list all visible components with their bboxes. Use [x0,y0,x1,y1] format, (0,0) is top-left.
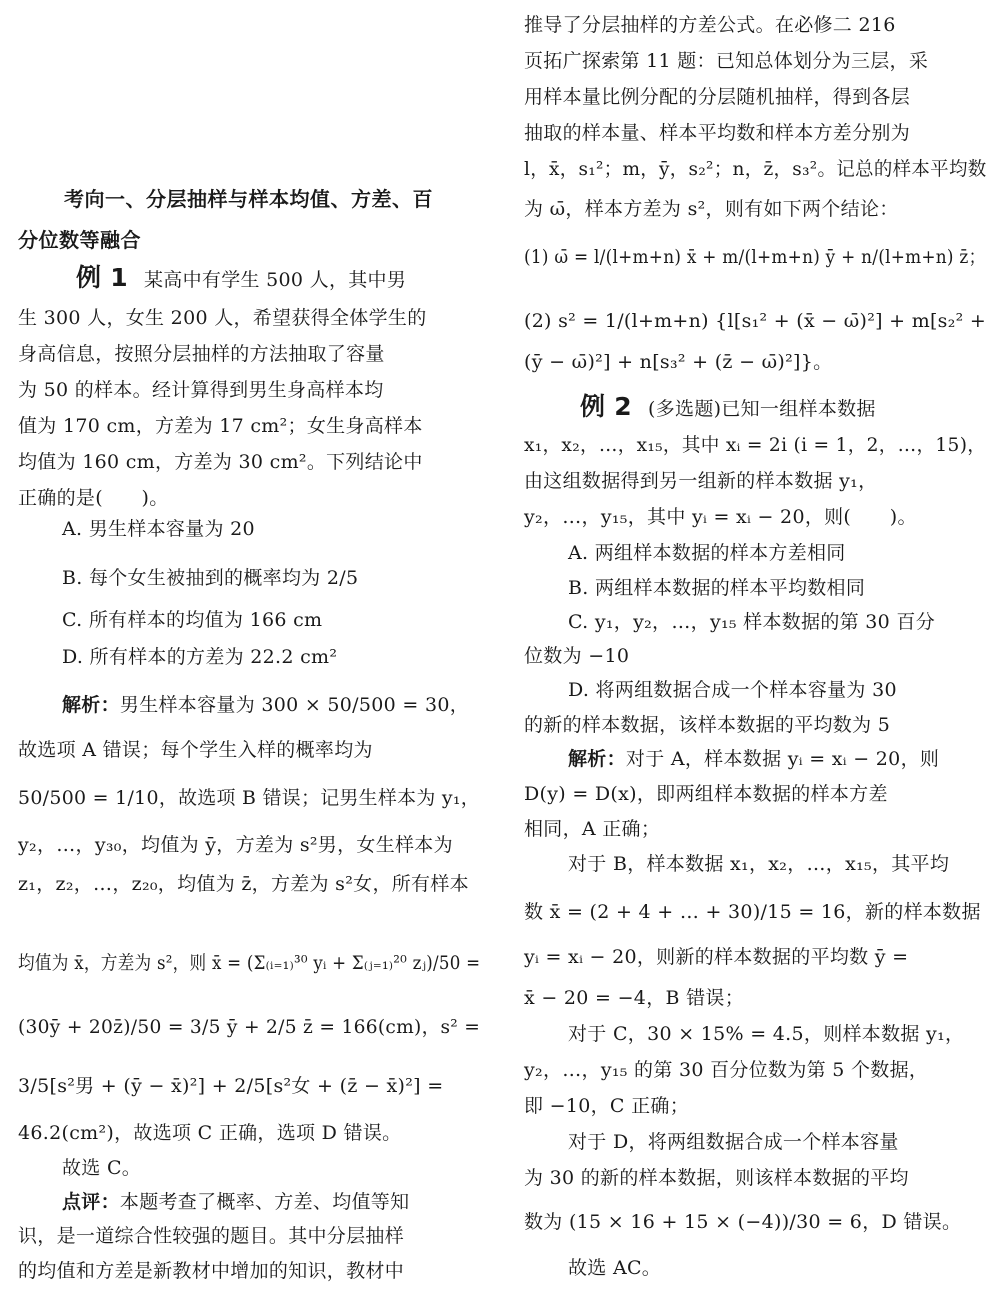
section-heading-line2: 分位数等融合 [18,228,141,252]
answer-line: 故选 C。 [62,1157,142,1179]
option-c: C. y₁，y₂，…，y₁₅ 样本数据的第 30 百分 [568,611,936,633]
text-line: 生 300 人，女生 200 人，希望获得全体学生的 [18,307,427,329]
analysis-first-line [568,746,939,772]
example2-label: 例 2 [580,392,632,421]
text-line: 身高信息，按照分层抽样的方法抽取了容量 [18,343,385,365]
text-line: 推导了分层抽样的方差公式。在必修二 216 [524,14,896,36]
answer-line: 故选 AC。 [568,1257,662,1279]
text-line: 46.2(cm²)，故选项 C 正确，选项 D 错误。 [18,1122,402,1144]
section-heading-line1: 考向一、分层抽样与样本均值、方差、百 [64,187,433,211]
text-line: 对于 D，将两组数据合成一个样本容量 [568,1131,899,1153]
analysis-text: 对于 A，样本数据 yᵢ = xᵢ − 20，则 [625,748,940,770]
text-line: 为 ω̄，样本方差为 s²，则有如下两个结论： [524,198,899,220]
text-line: 故选项 A 错误；每个学生入样的概率均为 [18,739,373,761]
formula-line: (2) s² = 1/(l+m+n) {l[s₁² + (x̄ − ω̄)²] + m[s₂² + [524,310,987,332]
option-d-cont: 的新的样本数据，该样本数据的平均数为 5 [524,714,891,736]
text-line: 由这组数据得到另一组新的样本数据 y₁， [524,470,878,492]
text-line: 识，是一道综合性较强的题目。其中分层抽样 [18,1225,405,1247]
text-line: 相同，A 正确； [524,818,661,840]
text-line: y₂，…，y₃₀，均值为 ȳ，方差为 s²男，女生样本为 [18,834,453,856]
formula-line: 3/5[s²男 + (ȳ − x̄)²] + 2/5[s²女 + (z̄ − x̄)²] = [18,1075,444,1097]
text-line: 对于 C，30 × 15% = 4.5，则样本数据 y₁， [568,1023,965,1045]
example2-first-line [580,394,876,422]
analysis-text: 男生样本容量为 300 × 50/500 = 30， [119,694,470,716]
text-line: y₂，…，y₁₅ 的第 30 百分位数为第 5 个数据， [524,1059,929,1081]
text-line: 50/500 = 1/10，故选项 B 错误；记男生样本为 y₁， [18,787,480,809]
formula-line: (1) ω̄ = l/(l+m+n) x̄ + m/(l+m+n) ȳ + n/(l+m+n) z̄； [524,246,986,268]
example2-text: (多选题)已知一组样本数据 [648,398,876,420]
text-line: 即 −10，C 正确； [524,1095,690,1117]
example1-label: 例 1 [76,263,128,292]
example1-text: 某高中有学生 500 人，其中男 [144,269,407,291]
text-line: 页拓广探索第 11 题：已知总体划分为三层，采 [524,50,929,72]
formula-line: 数为 (15 × 16 + 15 × (−4))/30 = 6，D 错误。 [524,1211,962,1233]
text-line: 的均值和方差是新教材中增加的知识，教材中 [18,1260,405,1282]
formula-line: (30ȳ + 20z̄)/50 = 3/5 ȳ + 2/5 z̄ = 166(cm)，s² = [18,1016,481,1038]
option-c: C. 所有样本的均值为 166 cm [62,609,323,631]
text-line: l，x̄，s₁²；m，ȳ，s₂²；n，z̄，s₃²。记总的样本平均数 [524,158,987,180]
text-line: x̄ − 20 = −4，B 错误； [524,987,745,1009]
text-line: 用样本量比例分配的分层随机抽样，得到各层 [524,86,911,108]
option-a: A. 两组样本数据的样本方差相同 [568,542,846,564]
text-line: z₁，z₂，…，z₂₀，均值为 z̄，方差为 s²女，所有样本 [18,873,469,895]
text-line: 为 50 的样本。经计算得到男生身高样本均 [18,379,384,401]
formula-line: 均值为 x̄，方差为 s²，则 x̄ = (Σ₍ᵢ₌₁₎³⁰ yᵢ + Σ₍ⱼ₌₁₎²⁰ zⱼ)/50 = [18,952,481,974]
analysis-label: 解析： [568,748,626,770]
comment-text: 本题考查了概率、方差、均值等知 [119,1191,410,1213]
comment-label: 点评： [62,1191,120,1213]
text-line: 均值为 160 cm，方差为 30 cm²。下列结论中 [18,451,423,473]
text-line: 抽取的样本量、样本平均数和样本方差分别为 [524,122,911,144]
text-line: yᵢ = xᵢ − 20，则新的样本数据的平均数 ȳ = [524,946,909,968]
option-b: B. 每个女生被抽到的概率均为 2/5 [62,567,359,589]
text-line: D(y) = D(x)，即两组样本数据的样本方差 [524,783,888,805]
text-line: x₁，x₂，…，x₁₅，其中 xᵢ = 2i (i = 1，2，…，15)， [524,434,987,456]
option-b: B. 两组样本数据的样本平均数相同 [568,577,866,599]
option-d: D. 将两组数据合成一个样本容量为 30 [568,679,897,701]
formula-line: (ȳ − ω̄)²] + n[s₃² + (z̄ − ω̄)²]}。 [524,351,833,373]
text-line: 正确的是( )。 [18,487,169,509]
text-line: 对于 B，样本数据 x₁，x₂，…，x₁₅，其平均 [568,853,950,875]
text-line: 值为 170 cm，方差为 17 cm²；女生身高样本 [18,415,423,437]
option-c-cont: 位数为 −10 [524,645,630,667]
formula-line: 数 x̄ = (2 + 4 + … + 30)/15 = 16，新的样本数据 [524,901,981,923]
option-d: D. 所有样本的方差为 22.2 cm² [62,646,338,668]
example1-first-line [76,265,406,293]
comment-first-line [62,1189,409,1215]
text-line: y₂，…，y₁₅，其中 yᵢ = xᵢ − 20，则( )。 [524,506,917,528]
analysis-label: 解析： [62,694,120,716]
option-a: A. 男生样本容量为 20 [62,518,255,540]
text-line: 为 30 的新的样本数据，则该样本数据的平均 [524,1167,909,1189]
analysis-first-line [62,692,469,718]
